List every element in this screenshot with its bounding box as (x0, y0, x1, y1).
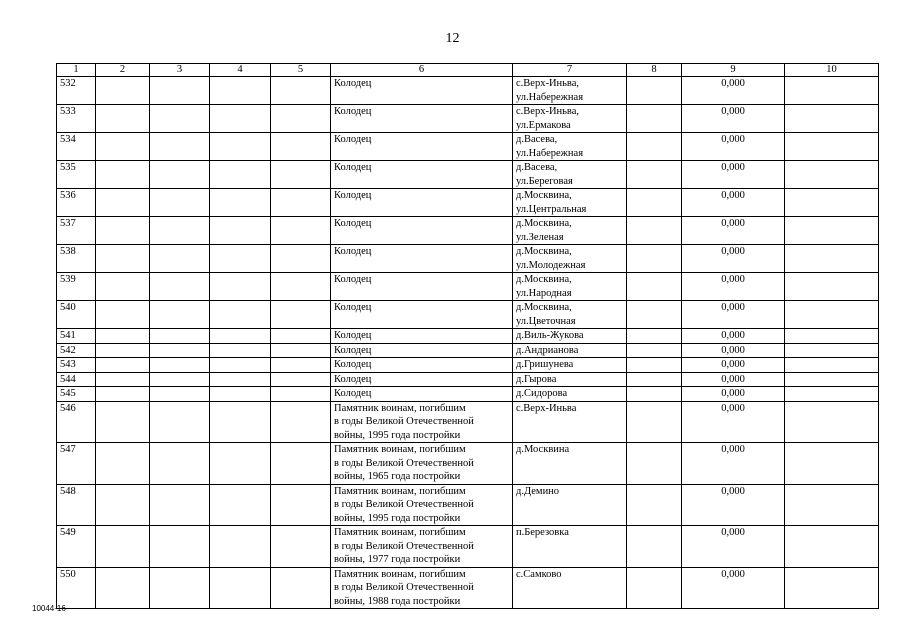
value-cell: 0,000 (682, 329, 785, 344)
empty-cell-col-3 (150, 329, 210, 344)
address-cell: д.Виль-Жукова (513, 329, 627, 344)
empty-cell-col-4 (210, 329, 271, 344)
empty-cell-col-10 (785, 526, 879, 568)
object-name-cell: Колодец (331, 273, 513, 301)
empty-cell-col-8 (627, 161, 682, 189)
row-number-cell: 544 (57, 372, 96, 387)
empty-cell-col-5 (271, 387, 331, 402)
empty-cell-col-3 (150, 372, 210, 387)
empty-cell-col-2 (96, 245, 150, 273)
empty-cell-col-3 (150, 301, 210, 329)
empty-cell-col-5 (271, 273, 331, 301)
empty-cell-col-10 (785, 301, 879, 329)
table-row (57, 343, 879, 358)
empty-cell-col-3 (150, 343, 210, 358)
empty-cell-col-8 (627, 245, 682, 273)
value-cell: 0,000 (682, 358, 785, 373)
value-cell: 0,000 (682, 401, 785, 443)
value-cell: 0,000 (682, 372, 785, 387)
address-cell: д.Гришунева (513, 358, 627, 373)
value-cell: 0,000 (682, 526, 785, 568)
column-header-4: 4 (210, 64, 271, 77)
empty-cell-col-10 (785, 161, 879, 189)
row-number-cell: 537 (57, 217, 96, 245)
empty-cell-col-3 (150, 401, 210, 443)
empty-cell-col-4 (210, 526, 271, 568)
empty-cell-col-8 (627, 401, 682, 443)
value-cell: 0,000 (682, 301, 785, 329)
address-cell: д.Гырова (513, 372, 627, 387)
value-cell: 0,000 (682, 273, 785, 301)
row-number-cell: 536 (57, 189, 96, 217)
value-cell: 0,000 (682, 105, 785, 133)
empty-cell-col-2 (96, 526, 150, 568)
column-header-10: 10 (785, 64, 879, 77)
empty-cell-col-4 (210, 273, 271, 301)
empty-cell-col-2 (96, 133, 150, 161)
empty-cell-col-8 (627, 329, 682, 344)
row-number-cell: 538 (57, 245, 96, 273)
empty-cell-col-3 (150, 526, 210, 568)
row-number-cell: 534 (57, 133, 96, 161)
empty-cell-col-2 (96, 273, 150, 301)
empty-cell-col-10 (785, 372, 879, 387)
empty-cell-col-2 (96, 189, 150, 217)
address-cell: д.Андрианова (513, 343, 627, 358)
page-number: 12 (445, 31, 460, 46)
header-row (57, 64, 879, 77)
empty-cell-col-2 (96, 387, 150, 402)
empty-cell-col-2 (96, 343, 150, 358)
empty-cell-col-3 (150, 567, 210, 609)
table-row (57, 189, 879, 217)
column-header-7: 7 (513, 64, 627, 77)
empty-cell-col-2 (96, 329, 150, 344)
table-row (57, 484, 879, 526)
empty-cell-col-2 (96, 484, 150, 526)
row-number-cell: 542 (57, 343, 96, 358)
value-cell: 0,000 (682, 343, 785, 358)
empty-cell-col-10 (785, 217, 879, 245)
object-name-cell: Колодец (331, 329, 513, 344)
table-row (57, 77, 879, 105)
address-cell: с.Верх-Иньва (513, 401, 627, 443)
column-header-5: 5 (271, 64, 331, 77)
row-number-cell: 549 (57, 526, 96, 568)
table-row (57, 401, 879, 443)
empty-cell-col-8 (627, 567, 682, 609)
row-number-cell: 540 (57, 301, 96, 329)
row-number-cell: 547 (57, 443, 96, 485)
empty-cell-col-10 (785, 273, 879, 301)
table-body (57, 77, 879, 609)
column-header-9: 9 (682, 64, 785, 77)
empty-cell-col-8 (627, 484, 682, 526)
empty-cell-col-4 (210, 443, 271, 485)
row-number-cell: 550 (57, 567, 96, 609)
empty-cell-col-2 (96, 105, 150, 133)
empty-cell-col-3 (150, 77, 210, 105)
object-name-cell: Памятник воинам, погибшим в годы Великой Отечественной войны, 1995 года постройки (331, 401, 513, 443)
object-name-cell: Памятник воинам, погибшим в годы Великой Отечественной войны, 1988 года постройки (331, 567, 513, 609)
object-name-cell: Колодец (331, 343, 513, 358)
table-row (57, 245, 879, 273)
value-cell: 0,000 (682, 443, 785, 485)
address-cell: с.Самково (513, 567, 627, 609)
empty-cell-col-10 (785, 401, 879, 443)
empty-cell-col-5 (271, 443, 331, 485)
table-row (57, 387, 879, 402)
empty-cell-col-4 (210, 387, 271, 402)
empty-cell-col-4 (210, 401, 271, 443)
empty-cell-col-5 (271, 358, 331, 373)
table-row (57, 567, 879, 609)
empty-cell-col-10 (785, 105, 879, 133)
table-row (57, 273, 879, 301)
table-row (57, 105, 879, 133)
empty-cell-col-4 (210, 372, 271, 387)
empty-cell-col-4 (210, 217, 271, 245)
table-row (57, 329, 879, 344)
object-name-cell: Колодец (331, 161, 513, 189)
empty-cell-col-4 (210, 484, 271, 526)
empty-cell-col-10 (785, 484, 879, 526)
empty-cell-col-8 (627, 443, 682, 485)
empty-cell-col-10 (785, 387, 879, 402)
empty-cell-col-5 (271, 484, 331, 526)
empty-cell-col-3 (150, 217, 210, 245)
object-name-cell: Колодец (331, 77, 513, 105)
empty-cell-col-8 (627, 358, 682, 373)
value-cell: 0,000 (682, 133, 785, 161)
column-header-8: 8 (627, 64, 682, 77)
empty-cell-col-4 (210, 77, 271, 105)
empty-cell-col-2 (96, 301, 150, 329)
empty-cell-col-4 (210, 105, 271, 133)
value-cell: 0,000 (682, 217, 785, 245)
empty-cell-col-3 (150, 245, 210, 273)
empty-cell-col-8 (627, 387, 682, 402)
empty-cell-col-5 (271, 105, 331, 133)
empty-cell-col-8 (627, 133, 682, 161)
empty-cell-col-5 (271, 329, 331, 344)
table-row (57, 217, 879, 245)
address-cell: с.Верх-Иньва, ул.Набережная (513, 77, 627, 105)
empty-cell-col-10 (785, 443, 879, 485)
column-header-2: 2 (96, 64, 150, 77)
empty-cell-col-5 (271, 401, 331, 443)
footer-document-code: 10044-16 (32, 604, 66, 613)
value-cell: 0,000 (682, 161, 785, 189)
row-number-cell: 543 (57, 358, 96, 373)
table-row (57, 372, 879, 387)
empty-cell-col-8 (627, 372, 682, 387)
empty-cell-col-5 (271, 372, 331, 387)
empty-cell-col-3 (150, 133, 210, 161)
row-number-cell: 535 (57, 161, 96, 189)
value-cell: 0,000 (682, 189, 785, 217)
empty-cell-col-4 (210, 301, 271, 329)
address-cell: д.Москвина, ул.Центральная (513, 189, 627, 217)
empty-cell-col-5 (271, 77, 331, 105)
object-name-cell: Колодец (331, 105, 513, 133)
table-row (57, 161, 879, 189)
empty-cell-col-5 (271, 567, 331, 609)
empty-cell-col-8 (627, 273, 682, 301)
empty-cell-col-8 (627, 189, 682, 217)
empty-cell-col-2 (96, 567, 150, 609)
empty-cell-col-8 (627, 301, 682, 329)
property-register-table (56, 63, 879, 609)
empty-cell-col-5 (271, 526, 331, 568)
empty-cell-col-2 (96, 358, 150, 373)
empty-cell-col-5 (271, 161, 331, 189)
value-cell: 0,000 (682, 77, 785, 105)
empty-cell-col-10 (785, 245, 879, 273)
empty-cell-col-8 (627, 217, 682, 245)
empty-cell-col-10 (785, 189, 879, 217)
empty-cell-col-3 (150, 387, 210, 402)
row-number-cell: 545 (57, 387, 96, 402)
empty-cell-col-3 (150, 484, 210, 526)
empty-cell-col-4 (210, 161, 271, 189)
empty-cell-col-4 (210, 343, 271, 358)
object-name-cell: Колодец (331, 358, 513, 373)
empty-cell-col-5 (271, 133, 331, 161)
object-name-cell: Колодец (331, 217, 513, 245)
empty-cell-col-8 (627, 526, 682, 568)
empty-cell-col-3 (150, 443, 210, 485)
empty-cell-col-2 (96, 401, 150, 443)
empty-cell-col-8 (627, 77, 682, 105)
empty-cell-col-5 (271, 217, 331, 245)
address-cell: д.Васева, ул.Береговая (513, 161, 627, 189)
empty-cell-col-8 (627, 343, 682, 358)
empty-cell-col-3 (150, 189, 210, 217)
value-cell: 0,000 (682, 387, 785, 402)
column-header-6: 6 (331, 64, 513, 77)
object-name-cell: Памятник воинам, погибшим в годы Великой Отечественной войны, 1977 года постройки (331, 526, 513, 568)
value-cell: 0,000 (682, 567, 785, 609)
empty-cell-col-2 (96, 77, 150, 105)
empty-cell-col-5 (271, 189, 331, 217)
empty-cell-col-2 (96, 372, 150, 387)
table-row (57, 358, 879, 373)
empty-cell-col-10 (785, 329, 879, 344)
address-cell: д.Москвина, ул.Молодежная (513, 245, 627, 273)
row-number-cell: 533 (57, 105, 96, 133)
object-name-cell: Колодец (331, 372, 513, 387)
empty-cell-col-10 (785, 77, 879, 105)
row-number-cell: 532 (57, 77, 96, 105)
empty-cell-col-5 (271, 301, 331, 329)
address-cell: п.Березовка (513, 526, 627, 568)
empty-cell-col-4 (210, 245, 271, 273)
table-row (57, 133, 879, 161)
address-cell: д.Сидорова (513, 387, 627, 402)
object-name-cell: Колодец (331, 189, 513, 217)
address-cell: д.Москвина, ул.Зеленая (513, 217, 627, 245)
empty-cell-col-3 (150, 161, 210, 189)
row-number-cell: 539 (57, 273, 96, 301)
column-header-3: 3 (150, 64, 210, 77)
address-cell: д.Васева, ул.Набережная (513, 133, 627, 161)
address-cell: с.Верх-Иньва, ул.Ермакова (513, 105, 627, 133)
address-cell: д.Москвина, ул.Цветочная (513, 301, 627, 329)
empty-cell-col-4 (210, 567, 271, 609)
object-name-cell: Колодец (331, 387, 513, 402)
empty-cell-col-10 (785, 358, 879, 373)
empty-cell-col-2 (96, 217, 150, 245)
object-name-cell: Колодец (331, 245, 513, 273)
empty-cell-col-5 (271, 245, 331, 273)
value-cell: 0,000 (682, 245, 785, 273)
column-header-1: 1 (57, 64, 96, 77)
empty-cell-col-4 (210, 189, 271, 217)
empty-cell-col-4 (210, 358, 271, 373)
object-name-cell: Колодец (331, 301, 513, 329)
empty-cell-col-3 (150, 358, 210, 373)
empty-cell-col-2 (96, 443, 150, 485)
address-cell: д.Москвина (513, 443, 627, 485)
empty-cell-col-4 (210, 133, 271, 161)
address-cell: д.Демино (513, 484, 627, 526)
object-name-cell: Памятник воинам, погибшим в годы Великой Отечественной войны, 1995 года постройки (331, 484, 513, 526)
empty-cell-col-3 (150, 105, 210, 133)
value-cell: 0,000 (682, 484, 785, 526)
empty-cell-col-10 (785, 133, 879, 161)
table-row (57, 443, 879, 485)
empty-cell-col-10 (785, 343, 879, 358)
table-row (57, 526, 879, 568)
empty-cell-col-5 (271, 343, 331, 358)
empty-cell-col-10 (785, 567, 879, 609)
object-name-cell: Колодец (331, 133, 513, 161)
table-row (57, 301, 879, 329)
row-number-cell: 548 (57, 484, 96, 526)
empty-cell-col-3 (150, 273, 210, 301)
row-number-cell: 546 (57, 401, 96, 443)
row-number-cell: 541 (57, 329, 96, 344)
empty-cell-col-2 (96, 161, 150, 189)
empty-cell-col-8 (627, 105, 682, 133)
address-cell: д.Москвина, ул.Народная (513, 273, 627, 301)
object-name-cell: Памятник воинам, погибшим в годы Великой Отечественной войны, 1965 года постройки (331, 443, 513, 485)
